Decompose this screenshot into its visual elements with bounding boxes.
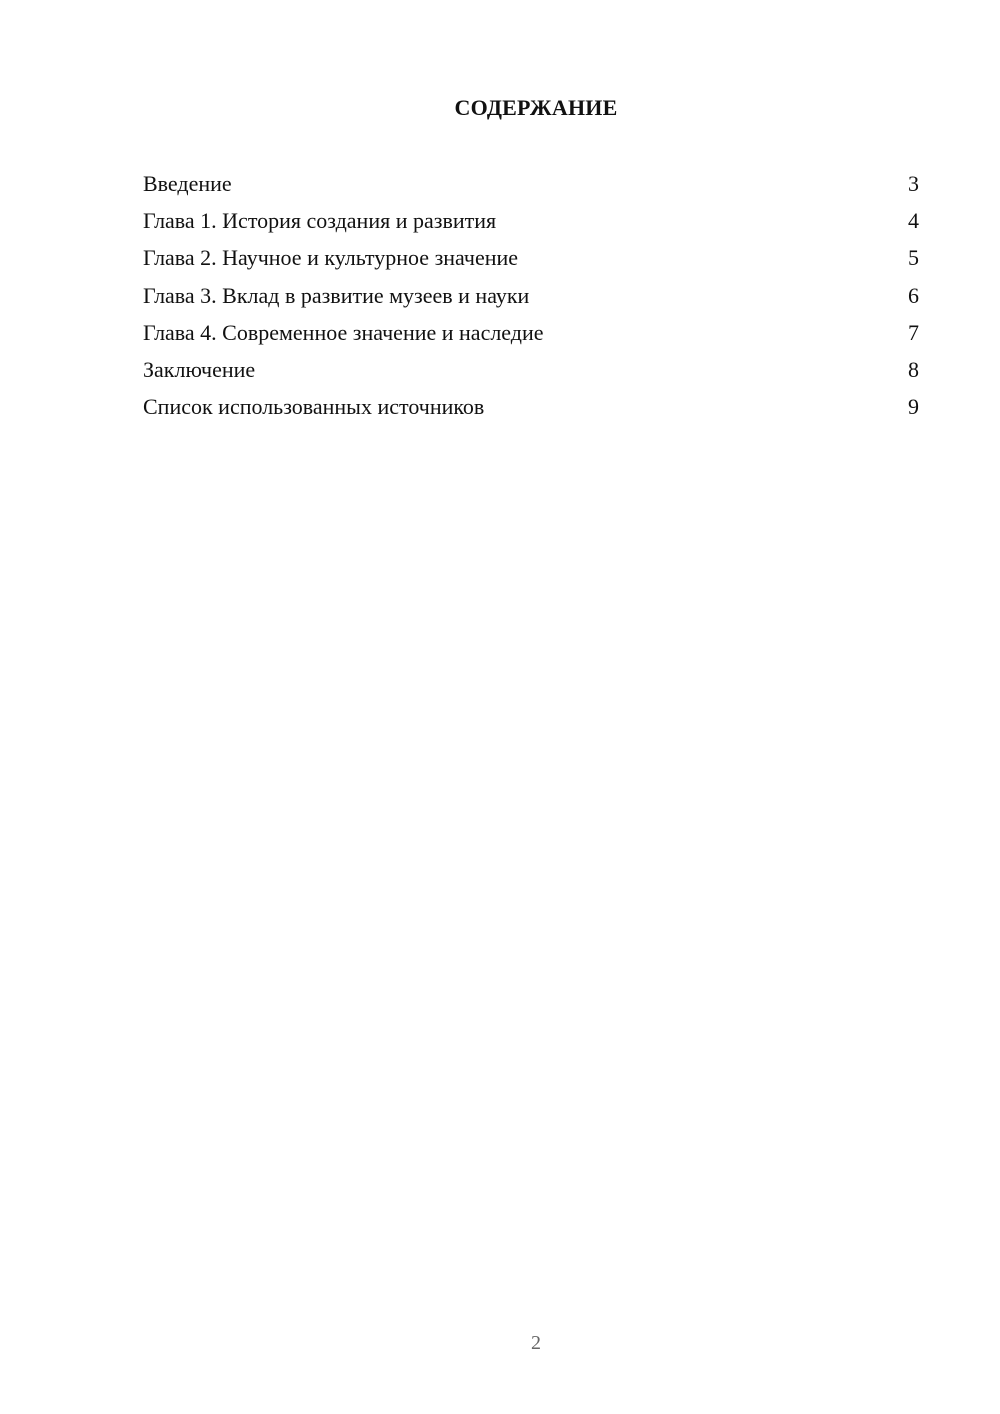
toc-entry-page: 5: [908, 245, 919, 271]
toc-entry-references: [143, 392, 919, 429]
page-title: СОДЕРЖАНИЕ: [454, 95, 618, 120]
toc-entry-page: 6: [908, 282, 919, 308]
toc-entry-label: Глава 2. Научное и культурное значение: [143, 245, 519, 271]
toc-entry-chapter-2: [143, 243, 919, 280]
toc-entry-page: 9: [908, 394, 919, 420]
toc-entry-chapter-3: [143, 281, 919, 318]
toc-entry-label: Глава 3. Вклад в развитие музеев и науки: [143, 282, 530, 308]
table-of-contents: [143, 169, 919, 429]
toc-entry-label: Введение: [143, 171, 232, 196]
toc-entry-page: 7: [908, 319, 919, 345]
toc-entry-page: 3: [908, 171, 919, 196]
toc-entry-label: Глава 4. Современное значение и наследие: [143, 319, 544, 345]
toc-entry-chapter-1: [143, 206, 919, 243]
toc-entry-chapter-4: [143, 318, 919, 355]
toc-entry-conclusion: [143, 355, 919, 392]
page-number: 2: [531, 1332, 541, 1354]
toc-entry-label: Глава 1. История создания и развития: [143, 208, 497, 234]
toc-entry-page: 4: [908, 208, 919, 234]
toc-entry-label: Заключение: [143, 356, 256, 382]
toc-entry-page: 8: [908, 356, 919, 382]
toc-entry-label: Список использованных источников: [143, 394, 485, 420]
toc-entry-introduction: [143, 169, 919, 206]
